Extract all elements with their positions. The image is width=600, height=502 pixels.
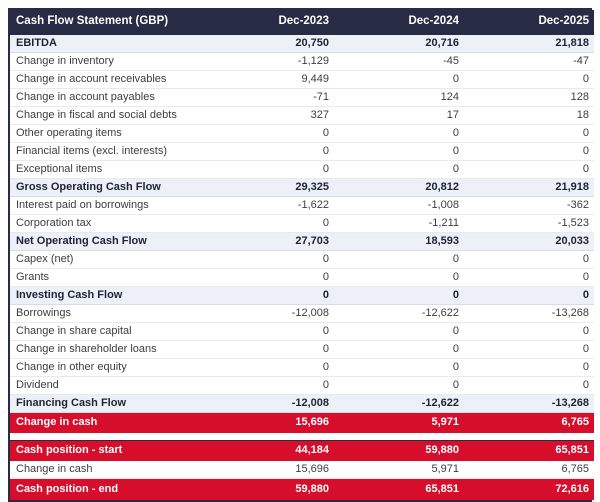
row-label: Borrowings bbox=[10, 304, 204, 322]
cell-value: -47 bbox=[464, 52, 594, 70]
cell-value: 0 bbox=[464, 268, 594, 286]
cell-value: 15,696 bbox=[204, 412, 334, 433]
table-body bbox=[10, 34, 594, 500]
row-label: Change in account payables bbox=[10, 88, 204, 106]
cell-value: 15,696 bbox=[204, 461, 334, 479]
spacer-row bbox=[10, 433, 594, 440]
cell-value: 0 bbox=[464, 124, 594, 142]
cell-value: 0 bbox=[204, 124, 334, 142]
row-label: Investing Cash Flow bbox=[10, 286, 204, 304]
cell-value: 0 bbox=[464, 160, 594, 178]
row-label: Change in fiscal and social debts bbox=[10, 106, 204, 124]
table-row bbox=[10, 250, 594, 268]
row-label: Capex (net) bbox=[10, 250, 204, 268]
cell-value: 0 bbox=[334, 376, 464, 394]
table-row bbox=[10, 52, 594, 70]
cell-value bbox=[464, 433, 594, 440]
cell-value: -1,008 bbox=[334, 196, 464, 214]
cell-value: 5,971 bbox=[334, 461, 464, 479]
cash-flow-statement-table bbox=[8, 8, 592, 502]
row-label: Financial items (excl. interests) bbox=[10, 142, 204, 160]
cell-value: 20,750 bbox=[204, 34, 334, 52]
row-label: Net Operating Cash Flow bbox=[10, 232, 204, 250]
cell-value: 0 bbox=[204, 340, 334, 358]
cell-value: 0 bbox=[204, 142, 334, 160]
cell-value: 327 bbox=[204, 106, 334, 124]
table-row bbox=[10, 124, 594, 142]
cell-value: 0 bbox=[334, 268, 464, 286]
cell-value: 18,593 bbox=[334, 232, 464, 250]
cell-value: 0 bbox=[464, 358, 594, 376]
cell-value: -12,008 bbox=[204, 394, 334, 412]
row-label: EBITDA bbox=[10, 34, 204, 52]
table-row bbox=[10, 340, 594, 358]
row-label: Change in shareholder loans bbox=[10, 340, 204, 358]
table-row bbox=[10, 412, 594, 433]
cell-value: 18 bbox=[464, 106, 594, 124]
table-row bbox=[10, 479, 594, 500]
cell-value: 0 bbox=[204, 322, 334, 340]
row-label: Change in cash bbox=[10, 412, 204, 433]
cell-value: 9,449 bbox=[204, 70, 334, 88]
row-label: Change in other equity bbox=[10, 358, 204, 376]
cell-value: 0 bbox=[204, 214, 334, 232]
row-label: Exceptional items bbox=[10, 160, 204, 178]
table-row bbox=[10, 106, 594, 124]
cell-value: -1,523 bbox=[464, 214, 594, 232]
cell-value: 29,325 bbox=[204, 178, 334, 196]
cell-value: 128 bbox=[464, 88, 594, 106]
cell-value: 20,033 bbox=[464, 232, 594, 250]
table-row bbox=[10, 304, 594, 322]
cell-value: 0 bbox=[464, 250, 594, 268]
table-row bbox=[10, 286, 594, 304]
cell-value: 0 bbox=[334, 160, 464, 178]
cell-value: 0 bbox=[464, 340, 594, 358]
cell-value bbox=[334, 433, 464, 440]
row-label bbox=[10, 433, 204, 440]
cell-value: 0 bbox=[464, 70, 594, 88]
cell-value: 0 bbox=[334, 322, 464, 340]
row-label: Other operating items bbox=[10, 124, 204, 142]
cell-value: -1,211 bbox=[334, 214, 464, 232]
table-row bbox=[10, 178, 594, 196]
cell-value bbox=[204, 433, 334, 440]
cell-value: -1,129 bbox=[204, 52, 334, 70]
cell-value: 0 bbox=[464, 142, 594, 160]
table-title: Cash Flow Statement (GBP) bbox=[10, 10, 204, 34]
cell-value: 0 bbox=[464, 322, 594, 340]
cell-value: 0 bbox=[334, 340, 464, 358]
table-row bbox=[10, 70, 594, 88]
column-header: Dec-2025 bbox=[464, 10, 594, 34]
data-table bbox=[10, 10, 594, 500]
row-label: Financing Cash Flow bbox=[10, 394, 204, 412]
cell-value: 6,765 bbox=[464, 412, 594, 433]
table-row bbox=[10, 214, 594, 232]
cell-value: -71 bbox=[204, 88, 334, 106]
cell-value: 0 bbox=[334, 286, 464, 304]
table-row bbox=[10, 440, 594, 461]
cell-value: 0 bbox=[334, 142, 464, 160]
cell-value: 0 bbox=[334, 70, 464, 88]
row-label: Dividend bbox=[10, 376, 204, 394]
row-label: Change in account receivables bbox=[10, 70, 204, 88]
cell-value: 0 bbox=[464, 376, 594, 394]
row-label: Grants bbox=[10, 268, 204, 286]
cell-value: -12,622 bbox=[334, 394, 464, 412]
row-label: Corporation tax bbox=[10, 214, 204, 232]
row-label: Change in inventory bbox=[10, 52, 204, 70]
table-row bbox=[10, 196, 594, 214]
cell-value: 21,918 bbox=[464, 178, 594, 196]
cell-value: 21,818 bbox=[464, 34, 594, 52]
row-label: Cash position - start bbox=[10, 440, 204, 461]
cell-value: 44,184 bbox=[204, 440, 334, 461]
row-label: Interest paid on borrowings bbox=[10, 196, 204, 214]
cell-value: -13,268 bbox=[464, 304, 594, 322]
cell-value: 20,812 bbox=[334, 178, 464, 196]
cell-value: -362 bbox=[464, 196, 594, 214]
cell-value: 5,971 bbox=[334, 412, 464, 433]
table-row bbox=[10, 394, 594, 412]
table-row bbox=[10, 376, 594, 394]
cell-value: 65,851 bbox=[334, 479, 464, 500]
cell-value: 0 bbox=[204, 160, 334, 178]
cell-value: -12,622 bbox=[334, 304, 464, 322]
cell-value: 0 bbox=[204, 358, 334, 376]
cell-value: 124 bbox=[334, 88, 464, 106]
cell-value: 27,703 bbox=[204, 232, 334, 250]
header-row bbox=[10, 10, 594, 34]
cell-value: 65,851 bbox=[464, 440, 594, 461]
table-row bbox=[10, 88, 594, 106]
table-row bbox=[10, 142, 594, 160]
cell-value: 20,716 bbox=[334, 34, 464, 52]
table-row bbox=[10, 160, 594, 178]
table-row bbox=[10, 34, 594, 52]
cell-value: -12,008 bbox=[204, 304, 334, 322]
table-row bbox=[10, 232, 594, 250]
row-label: Change in share capital bbox=[10, 322, 204, 340]
cell-value: 0 bbox=[464, 286, 594, 304]
cell-value: 59,880 bbox=[204, 479, 334, 500]
table-header bbox=[10, 10, 594, 34]
cell-value: -13,268 bbox=[464, 394, 594, 412]
table-row bbox=[10, 358, 594, 376]
cell-value: 0 bbox=[204, 376, 334, 394]
column-header: Dec-2024 bbox=[334, 10, 464, 34]
cell-value: 0 bbox=[334, 250, 464, 268]
table-row bbox=[10, 322, 594, 340]
row-label: Gross Operating Cash Flow bbox=[10, 178, 204, 196]
cell-value: 17 bbox=[334, 106, 464, 124]
row-label: Change in cash bbox=[10, 461, 204, 479]
cell-value: -45 bbox=[334, 52, 464, 70]
cell-value: 0 bbox=[204, 268, 334, 286]
table-row bbox=[10, 461, 594, 479]
cell-value: 6,765 bbox=[464, 461, 594, 479]
row-label: Cash position - end bbox=[10, 479, 204, 500]
table-row bbox=[10, 268, 594, 286]
cell-value: 0 bbox=[204, 250, 334, 268]
column-header: Dec-2023 bbox=[204, 10, 334, 34]
cell-value: 0 bbox=[334, 124, 464, 142]
cell-value: 0 bbox=[334, 358, 464, 376]
cell-value: 0 bbox=[204, 286, 334, 304]
cell-value: 59,880 bbox=[334, 440, 464, 461]
cell-value: -1,622 bbox=[204, 196, 334, 214]
cell-value: 72,616 bbox=[464, 479, 594, 500]
